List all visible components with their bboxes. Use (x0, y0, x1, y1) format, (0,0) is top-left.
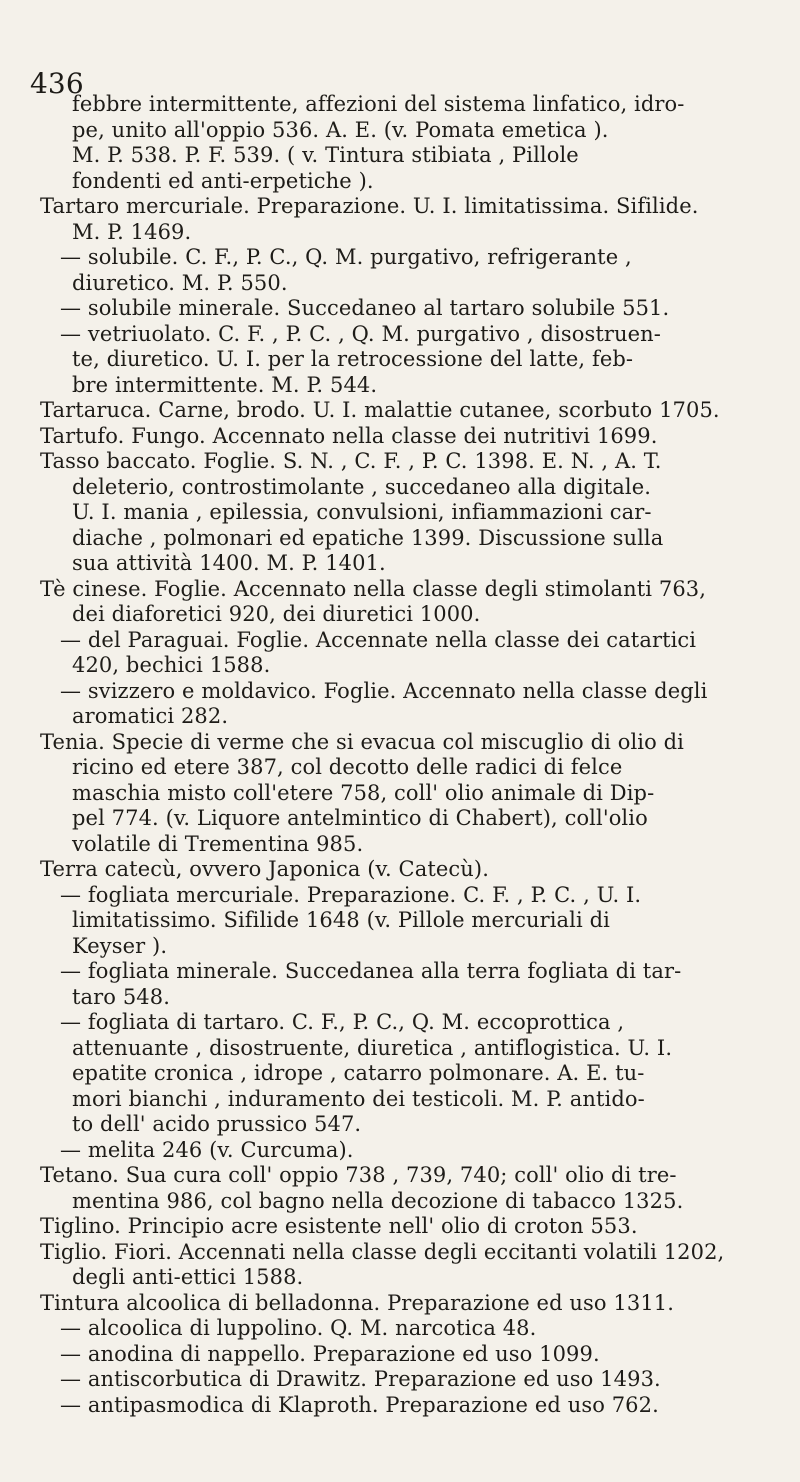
index-line: — alcoolica di luppolino. Q. M. narcotica 48. (60, 1316, 537, 1340)
index-line: mentina 986, col bagno nella decozione di tabacco 1325. (72, 1188, 684, 1213)
index-line: dei diaforetici 920, dei diuretici 1000. (72, 602, 481, 626)
index-line: Tè cinese. Foglie. Accennato nella classe degli stimolanti 763, (40, 576, 707, 601)
index-line: — antiscorbutica di Drawitz. Preparazione ed uso 1493. (60, 1367, 661, 1391)
index-line: Tasso baccato. Foglie. S. N. , C. F. , P. C. 1398. E. N. , A. T. (40, 449, 662, 473)
index-line: — melita 246 (v. Curcuma). (60, 1137, 354, 1162)
index-line: Keyser ). (72, 933, 168, 958)
index-line: fondenti ed anti-erpetiche ). (72, 168, 374, 193)
index-line: diache , polmonari ed epatiche 1399. Discussione sulla (72, 525, 664, 550)
index-line: — fogliata di tartaro. C. F., P. C., Q. M. eccoprottica , (60, 1010, 625, 1034)
index-line: deleterio, controstimolante , succedaneo alla digitale. (72, 474, 652, 499)
index-line: maschia misto coll'etere 758, coll' olio animale di Dip- (72, 780, 655, 805)
index-line: — anodina di nappello. Preparazione ed uso 1099. (60, 1341, 600, 1366)
index-line: Tiglino. Principio acre esistente nell' olio di croton 553. (40, 1214, 638, 1238)
index-line: to dell' acido prussico 547. (72, 1112, 362, 1136)
index-line: M. P. 538. P. F. 539. ( v. Tintura stibiata , Pillole (72, 143, 579, 167)
index-line: — svizzero e moldavico. Foglie. Accennato nella classe degli (60, 678, 708, 703)
index-line: sua attività 1400. M. P. 1401. (72, 551, 386, 575)
index-line: Tintura alcoolica di belladonna. Preparazione ed uso 1311. (40, 1290, 675, 1315)
index-line: pel 774. (v. Liquore antelmintico di Chabert), coll'olio (72, 806, 648, 830)
index-line: epatite cronica , idrope , catarro polmonare. A. E. tu- (72, 1061, 645, 1085)
page-number: 436 (30, 67, 84, 100)
index-line: bre intermittente. M. P. 544. (72, 372, 378, 397)
index-line: Tartaruca. Carne, brodo. U. I. malattie cutanee, scorbuto 1705. (40, 398, 720, 422)
index-text-column (40, 92, 770, 1418)
index-line: 420, bechici 1588. (72, 653, 271, 677)
index-line: aromatici 282. (72, 704, 229, 728)
index-line: mori bianchi , induramento dei testicoli. M. P. antido- (72, 1086, 645, 1111)
index-line: — solubile. C. F., P. C., Q. M. purgativo, refrigerante , (60, 245, 632, 269)
index-line: Tartaro mercuriale. Preparazione. U. I. limitatissima. Sifilide. (40, 194, 699, 218)
index-line: Tetano. Sua cura coll' oppio 738 , 739, 740; coll' olio di tre- (40, 1163, 677, 1187)
index-line: — antipasmodica di Klaproth. Preparazione ed uso 762. (60, 1392, 659, 1417)
index-line: Tiglio. Fiori. Accennati nella classe degli eccitanti volatili 1202, (40, 1239, 725, 1264)
index-line: — fogliata mercuriale. Preparazione. C. F. , P. C. , U. I. (60, 882, 642, 907)
index-line: febbre intermittente, affezioni del sistema linfatico, idro- (72, 92, 685, 116)
index-line: M. P. 1469. (72, 219, 192, 244)
index-line: pe, unito all'oppio 536. A. E. (v. Pomata emetica ). (72, 117, 609, 142)
index-line: attenuante , disostruente, diuretica , antiflogistica. U. I. (72, 1035, 673, 1060)
index-line: ricino ed etere 387, col decotto delle radici di felce (72, 755, 623, 779)
index-line: Tartufo. Fungo. Accennato nella classe dei nutritivi 1699. (40, 423, 658, 448)
index-line: taro 548. (72, 984, 170, 1009)
index-line: diuretico. M. P. 550. (72, 270, 288, 295)
index-line: limitatissimo. Sifilide 1648 (v. Pillole mercuriali di (72, 908, 610, 932)
index-line: degli anti-ettici 1588. (72, 1265, 304, 1289)
index-line: — fogliata minerale. Succedanea alla terra fogliata di tar- (60, 959, 682, 983)
index-line: volatile di Trementina 985. (72, 831, 364, 856)
index-line: — vetriuolato. C. F. , P. C. , Q. M. purgativo , disostruen- (60, 321, 661, 346)
index-line: Terra catecù, ovvero Japonica (v. Catecù). (40, 857, 489, 881)
index-line: U. I. mania , epilessia, convulsioni, infiammazioni car- (72, 500, 652, 524)
index-line: te, diuretico. U. I. per la retrocessione del latte, feb- (72, 347, 634, 371)
index-line: — del Paraguai. Foglie. Accennate nella classe dei catartici (60, 627, 697, 652)
index-line: — solubile minerale. Succedaneo al tartaro solubile 551. (60, 296, 670, 320)
index-line: Tenia. Specie di verme che si evacua col miscuglio di olio di (40, 729, 684, 754)
